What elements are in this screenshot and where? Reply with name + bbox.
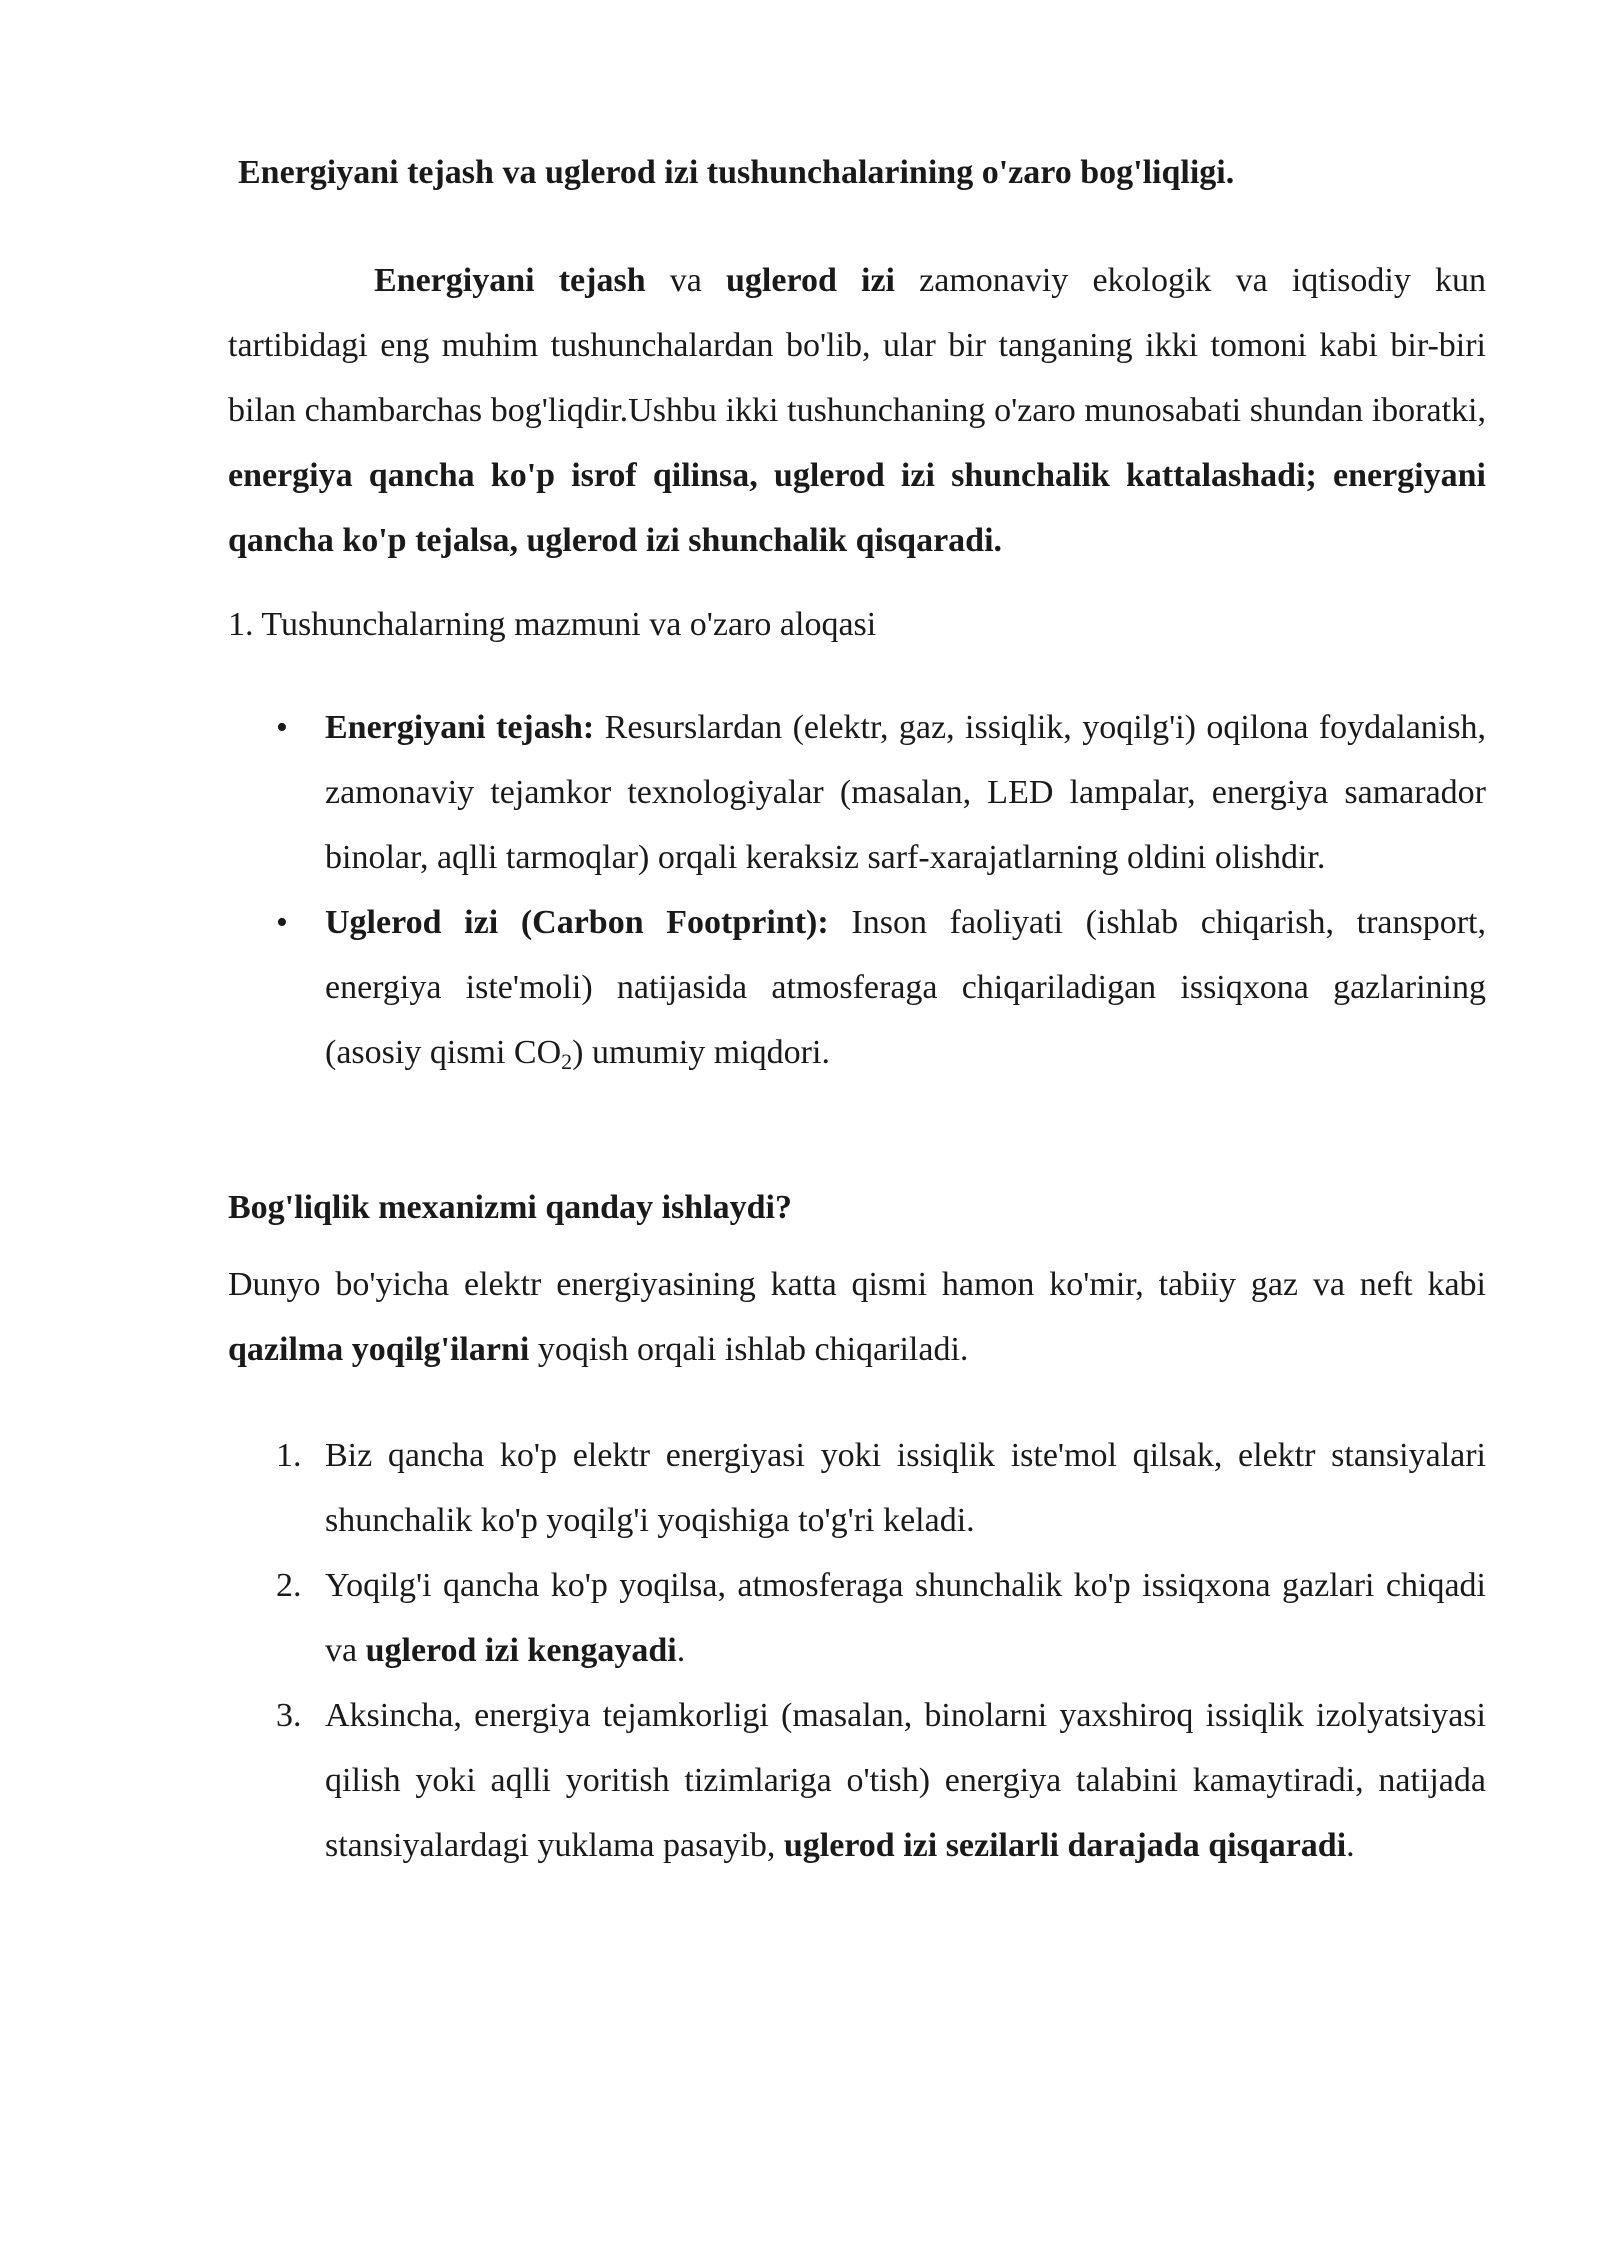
list-item-carbon-footprint — [228, 890, 1486, 1085]
bullet-icon: • — [276, 904, 288, 941]
item-bold: uglerod izi sezilarli darajada qisqaradi — [783, 1827, 1347, 1864]
item-end: . — [676, 1632, 686, 1669]
intro-text-1: va — [645, 262, 727, 299]
intro-bold-carbon-footprint: uglerod izi — [726, 262, 895, 299]
mechanism-list — [228, 1423, 1486, 1878]
section2-heading: Bog'liqlik mexanizmi qanday ishlaydi? — [228, 1189, 792, 1226]
list-item-energy-saving — [228, 695, 1486, 890]
section2-bold-fossil-fuels: qazilma yoqilg'ilarni — [228, 1331, 530, 1368]
term-energy-saving: Energiyani tejash: — [325, 709, 595, 746]
definitions-list — [228, 695, 1486, 1085]
intro-text-2: zamonaviy ekologik va iqtisodiy kun tartibidagi eng muhim tushunchalardan bo'lib, ular bir tanganing ikki tomoni kabi bir-biri bilan chambarchas bog'liqdir.Ushbu ikki tushunchaning o'zaro munosabati shundan iboratki, — [228, 262, 1486, 429]
intro-paragraph — [228, 248, 1486, 573]
numbered-item-3 — [228, 1683, 1486, 1878]
section1-heading: 1. Tushunchalarning mazmuni va o'zaro aloqasi — [228, 606, 877, 643]
item-text: Biz qancha ko'p elektr energiyasi yoki issiqlik iste'mol qilsak, elektr stansiyalari shunchalik ko'p yoqilg'i yoqishiga to'g'ri keladi. — [325, 1437, 1486, 1539]
intro-bold-conclusion: energiya qancha ko'p isrof qilinsa, uglerod izi shunchalik kattalashadi; energiyani qancha ko'p tejalsa, uglerod izi shunchalik qisqaradi. — [228, 457, 1486, 559]
numbered-item-1 — [228, 1423, 1486, 1553]
section2-text-2: yoqish orqali ishlab chiqariladi. — [529, 1331, 969, 1368]
item-number: 1. — [276, 1437, 302, 1474]
definition-carbon-footprint-end: ) umumiy miqdori. — [572, 1034, 830, 1071]
co2-subscript: 2 — [561, 1049, 573, 1074]
item-number: 3. — [276, 1697, 302, 1734]
definition-carbon-footprint: Inson faoliyati (ishlab chiqarish, transport, energiya iste'moli) natijasida atmosferaga chiqariladigan issiqxona gazlarining (asosiy qismi CO — [325, 904, 1486, 1071]
item-text: Yoqilg'i qancha ko'p yoqilsa, atmosferaga shunchalik ko'p issiqxona gazlari chiqadi va — [325, 1567, 1486, 1669]
numbered-item-2 — [228, 1553, 1486, 1683]
intro-bold-energy-saving: Energiyani tejash — [374, 262, 646, 299]
bullet-icon: • — [276, 709, 288, 746]
document-title: Energiyani tejash va uglerod izi tushunchalarining o'zaro bog'liqligi. — [238, 154, 1235, 191]
section2-text-1: Dunyo bo'yicha elektr energiyasining katta qismi hamon ko'mir, tabiiy gaz va neft kabi — [228, 1266, 1486, 1303]
section2-paragraph — [228, 1252, 1486, 1382]
definition-energy-saving: Resurslardan (elektr, gaz, issiqlik, yoqilg'i) oqilona foydalanish, zamonaviy tejamkor texnologiyalar (masalan, LED lampalar, energiya samarador binolar, aqlli tarmoqlar) orqali keraksiz sarf-xarajatlarning oldini olishdir. — [325, 709, 1486, 876]
item-end: . — [1346, 1827, 1355, 1864]
item-bold: uglerod izi kengayadi — [365, 1632, 677, 1669]
term-carbon-footprint: Uglerod izi (Carbon Footprint): — [325, 904, 829, 941]
item-text: Aksincha, energiya tejamkorligi (masalan, binolarni yaxshiroq issiqlik izolyatsiyasi qilish yoki aqlli yoritish tizimlariga o'tish) energiya talabini kamaytiradi, natijada stansiyalardagi yuklama pasayib, — [325, 1697, 1486, 1864]
item-number: 2. — [276, 1567, 302, 1604]
